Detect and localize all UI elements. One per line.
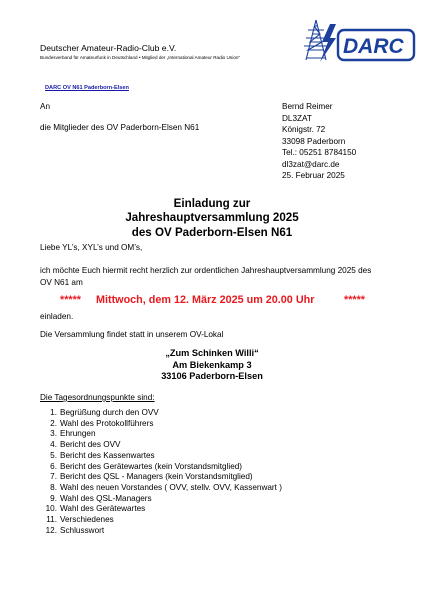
letter-title bbox=[0, 197, 424, 240]
org-name: Deutscher Amateur-Radio-Club e.V. bbox=[40, 43, 177, 53]
meeting-date: Mittwoch, dem 12. März 2025 um 20.00 Uhr bbox=[96, 294, 315, 306]
agenda-item: 12. Schlusswort bbox=[45, 525, 105, 535]
agenda-item: 9. Wahl des QSL-Managers bbox=[50, 493, 152, 503]
intro-paragraph: ich möchte Euch hiermit recht herzlich zur ordentlichen Jahreshauptversammlung 2025 des OV N61 am bbox=[40, 266, 372, 287]
address-line: DL3ZAT bbox=[282, 113, 312, 123]
agenda-item: 4. Bericht des OVV bbox=[50, 440, 121, 450]
address-line: Tel.: 05251 8784150 bbox=[282, 148, 357, 158]
agenda-item: 3. Ehrungen bbox=[50, 429, 96, 439]
sender-line: DARC OV N61 Paderborn-Elsen bbox=[45, 85, 129, 91]
recipient-who: die Mitglieder des OV Paderborn-Elsen N61 bbox=[40, 123, 200, 132]
title-line: Jahreshauptversammlung 2025 bbox=[125, 211, 299, 225]
logo-wordmark: DARC bbox=[343, 35, 404, 58]
agenda-item: 10. Wahl des Gerätewartes bbox=[45, 504, 146, 514]
greeting: Liebe YL’s, XYL’s und OM’s, bbox=[40, 243, 143, 252]
address-line: 33098 Paderborn bbox=[282, 136, 346, 146]
venue-block bbox=[0, 348, 424, 383]
agenda-item: 1. Begrüßung durch den OVV bbox=[50, 408, 159, 417]
agenda-item: 2. Wahl des Protokollführers bbox=[50, 418, 154, 428]
meeting-stars-left: ***** bbox=[60, 294, 82, 306]
agenda-item: 8. Wahl des neuen Vorstandes ( OVV, stellv. OVV, Kassenwart ) bbox=[50, 482, 282, 492]
sender-address bbox=[282, 101, 356, 171]
agenda-item: 7. Bericht des QSL - Managers (kein Vorstandsmitglied) bbox=[50, 472, 253, 482]
agenda-list bbox=[44, 408, 282, 536]
agenda-item: 11. Verschiedenes bbox=[46, 515, 114, 525]
venue-intro: Die Versammlung findet statt in unserem OV-Lokal bbox=[40, 330, 224, 339]
address-line: dl3zat@darc.de bbox=[282, 159, 340, 169]
agenda-item: 6. Bericht des Gerätewartes (kein Vorstandsmitglied) bbox=[50, 461, 243, 471]
invite-text: einladen. bbox=[40, 312, 74, 321]
agenda-heading: Die Tagesordnungspunkte sind: bbox=[40, 393, 155, 402]
agenda-item: 5. Bericht des Kassenwartes bbox=[50, 450, 155, 460]
venue-street: Am Biekenkamp 3 bbox=[172, 359, 252, 370]
darc-logo bbox=[300, 16, 418, 66]
meeting-stars-right: ***** bbox=[344, 294, 366, 306]
recipient-an: An bbox=[40, 102, 51, 111]
address-line: Bernd Reimer bbox=[282, 102, 333, 111]
title-line: des OV Paderborn-Elsen N61 bbox=[131, 225, 293, 239]
org-subtitle: Bundesverband für Amateurfunk in Deutschland • Mitglied der „International Amateur Radio Union“ bbox=[40, 55, 241, 60]
venue-name: „Zum Schinken Willi“ bbox=[165, 348, 259, 358]
letter-date: 25. Februar 2025 bbox=[282, 171, 345, 180]
address-line: Königstr. 72 bbox=[282, 125, 326, 135]
venue-city: 33106 Paderborn-Elsen bbox=[161, 371, 263, 382]
title-line: Einladung zur bbox=[173, 197, 251, 210]
